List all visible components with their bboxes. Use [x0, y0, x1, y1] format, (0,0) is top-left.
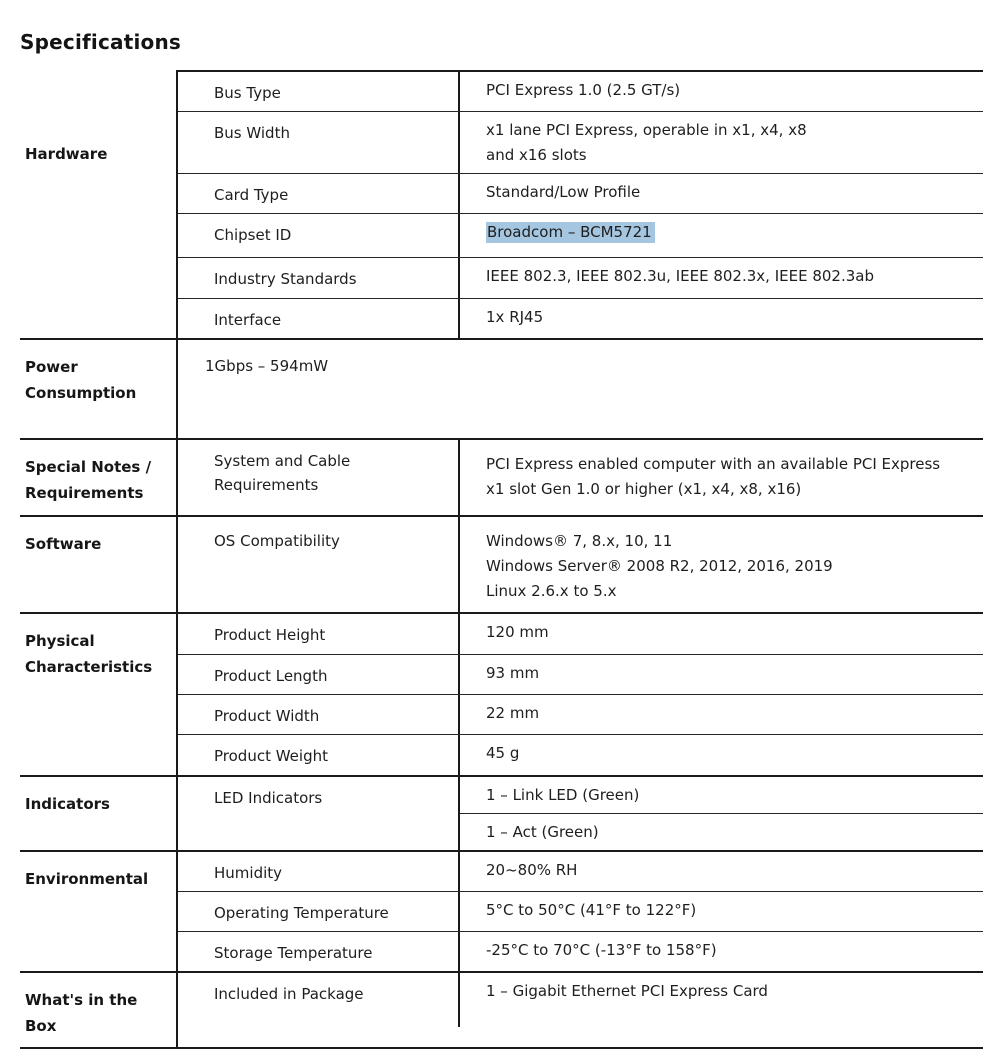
property-label: Card Type [178, 174, 460, 213]
spec-row-product-width [178, 694, 983, 734]
spec-value: 1 – Act (Green) [460, 813, 983, 850]
spec-value: Standard/Low Profile [486, 182, 641, 201]
category-cell-software [20, 517, 178, 612]
section-environmental [20, 850, 983, 972]
spec-row-product-height [178, 614, 983, 653]
category-label: Characteristics [25, 657, 153, 676]
property-label: Storage Temperature [178, 932, 460, 971]
spec-row-system-requirements [178, 440, 983, 515]
property-label: Bus Type [178, 72, 460, 111]
spec-value: 20~80% RH [486, 860, 578, 879]
property-label: Industry Standards [178, 258, 460, 298]
category-cell-power [20, 340, 178, 438]
spec-value: x1 lane PCI Express, operable in x1, x4, x8 and x16 slots [486, 121, 807, 164]
property-label: System and Cable Requirements [178, 440, 460, 515]
page-title: Specifications [20, 30, 182, 54]
spec-value: 93 mm [486, 663, 540, 682]
section-indicators [20, 775, 983, 850]
category-label: Environmental [25, 869, 149, 888]
spec-row-bus-type [178, 72, 983, 111]
property-label: Bus Width [178, 112, 460, 173]
property-label: Included in Package [178, 973, 460, 1027]
spec-value: 22 mm [486, 703, 540, 722]
section-physical-characteristics [20, 612, 983, 775]
spec-row-led-indicators [178, 777, 983, 850]
property-label: Product Length [178, 655, 460, 694]
spec-value: 120 mm [486, 623, 549, 642]
spec-value: 45 g [486, 744, 520, 762]
category-label: Requirements [25, 483, 144, 502]
spec-row-included-in-package [178, 973, 983, 1027]
property-label: Product Weight [178, 735, 460, 775]
section-whats-in-the-box [20, 971, 983, 1047]
category-cell-box [20, 973, 178, 1047]
spec-row-operating-temperature [178, 891, 983, 931]
spec-value: PCI Express enabled computer with an available PCI Express x1 slot Gen 1.0 or higher (x1, x4, x8, x16) [486, 455, 941, 498]
category-label: Special Notes / [25, 458, 152, 477]
spec-row-product-weight [178, 734, 983, 775]
spec-row-os-compatibility [178, 517, 983, 612]
category-cell-hardware [20, 70, 178, 338]
spec-row-bus-width [178, 111, 983, 173]
property-label: Humidity [178, 852, 460, 891]
specifications-table [20, 70, 983, 1049]
category-cell-environmental [20, 852, 178, 972]
spec-value: Windows® 7, 8.x, 10, 11 Windows Server® 2008 R2, 2012, 2016, 2019 Linux 2.6.x to 5.x [486, 532, 833, 600]
spec-value: 1x RJ45 [486, 308, 544, 326]
spec-value: 5°C to 50°C (41°F to 122°F) [486, 900, 697, 919]
property-label: Product Width [178, 695, 460, 734]
spec-row-product-length [178, 654, 983, 694]
section-hardware [20, 70, 983, 338]
spec-row-humidity [178, 852, 983, 891]
section-special-notes [20, 438, 983, 515]
spec-value: 1 – Link LED (Green) [486, 786, 640, 804]
category-label: Software [25, 535, 102, 554]
spec-row-industry-standards [178, 257, 983, 298]
property-label: Interface [178, 299, 460, 338]
property-label: LED Indicators [178, 777, 460, 850]
spec-row-chipset-id [178, 213, 983, 257]
category-cell-special-notes [20, 440, 178, 515]
property-label: OS Compatibility [178, 517, 460, 612]
spec-value: 1 – Gigabit Ethernet PCI Express Card [486, 982, 768, 1001]
power-consumption-value: 1Gbps – 594mW [205, 357, 329, 376]
spec-row-storage-temperature [178, 931, 983, 971]
spec-row-interface [178, 298, 983, 338]
spec-value: -25°C to 70°C (-13°F to 158°F) [486, 941, 717, 959]
category-label: Power [25, 358, 78, 377]
category-cell-physical [20, 614, 178, 775]
category-cell-indicators [20, 777, 178, 850]
property-label: Product Height [178, 614, 460, 653]
spec-value: PCI Express 1.0 (2.5 GT/s) [486, 81, 681, 99]
category-label: Hardware [25, 145, 108, 163]
property-label: Operating Temperature [178, 892, 460, 931]
category-label: What's in the Box [25, 991, 138, 1035]
spec-value: IEEE 802.3, IEEE 802.3u, IEEE 802.3x, IEEE 802.3ab [486, 267, 874, 285]
category-label: Physical [25, 632, 95, 651]
section-power-consumption [20, 338, 983, 438]
spec-row-card-type [178, 173, 983, 213]
chipset-highlight: Broadcom – BCM5721 [486, 222, 655, 243]
spec-value [460, 214, 983, 257]
category-label: Consumption [25, 383, 137, 402]
category-label: Indicators [25, 795, 110, 813]
property-label: Chipset ID [178, 214, 460, 257]
section-software [20, 515, 983, 612]
